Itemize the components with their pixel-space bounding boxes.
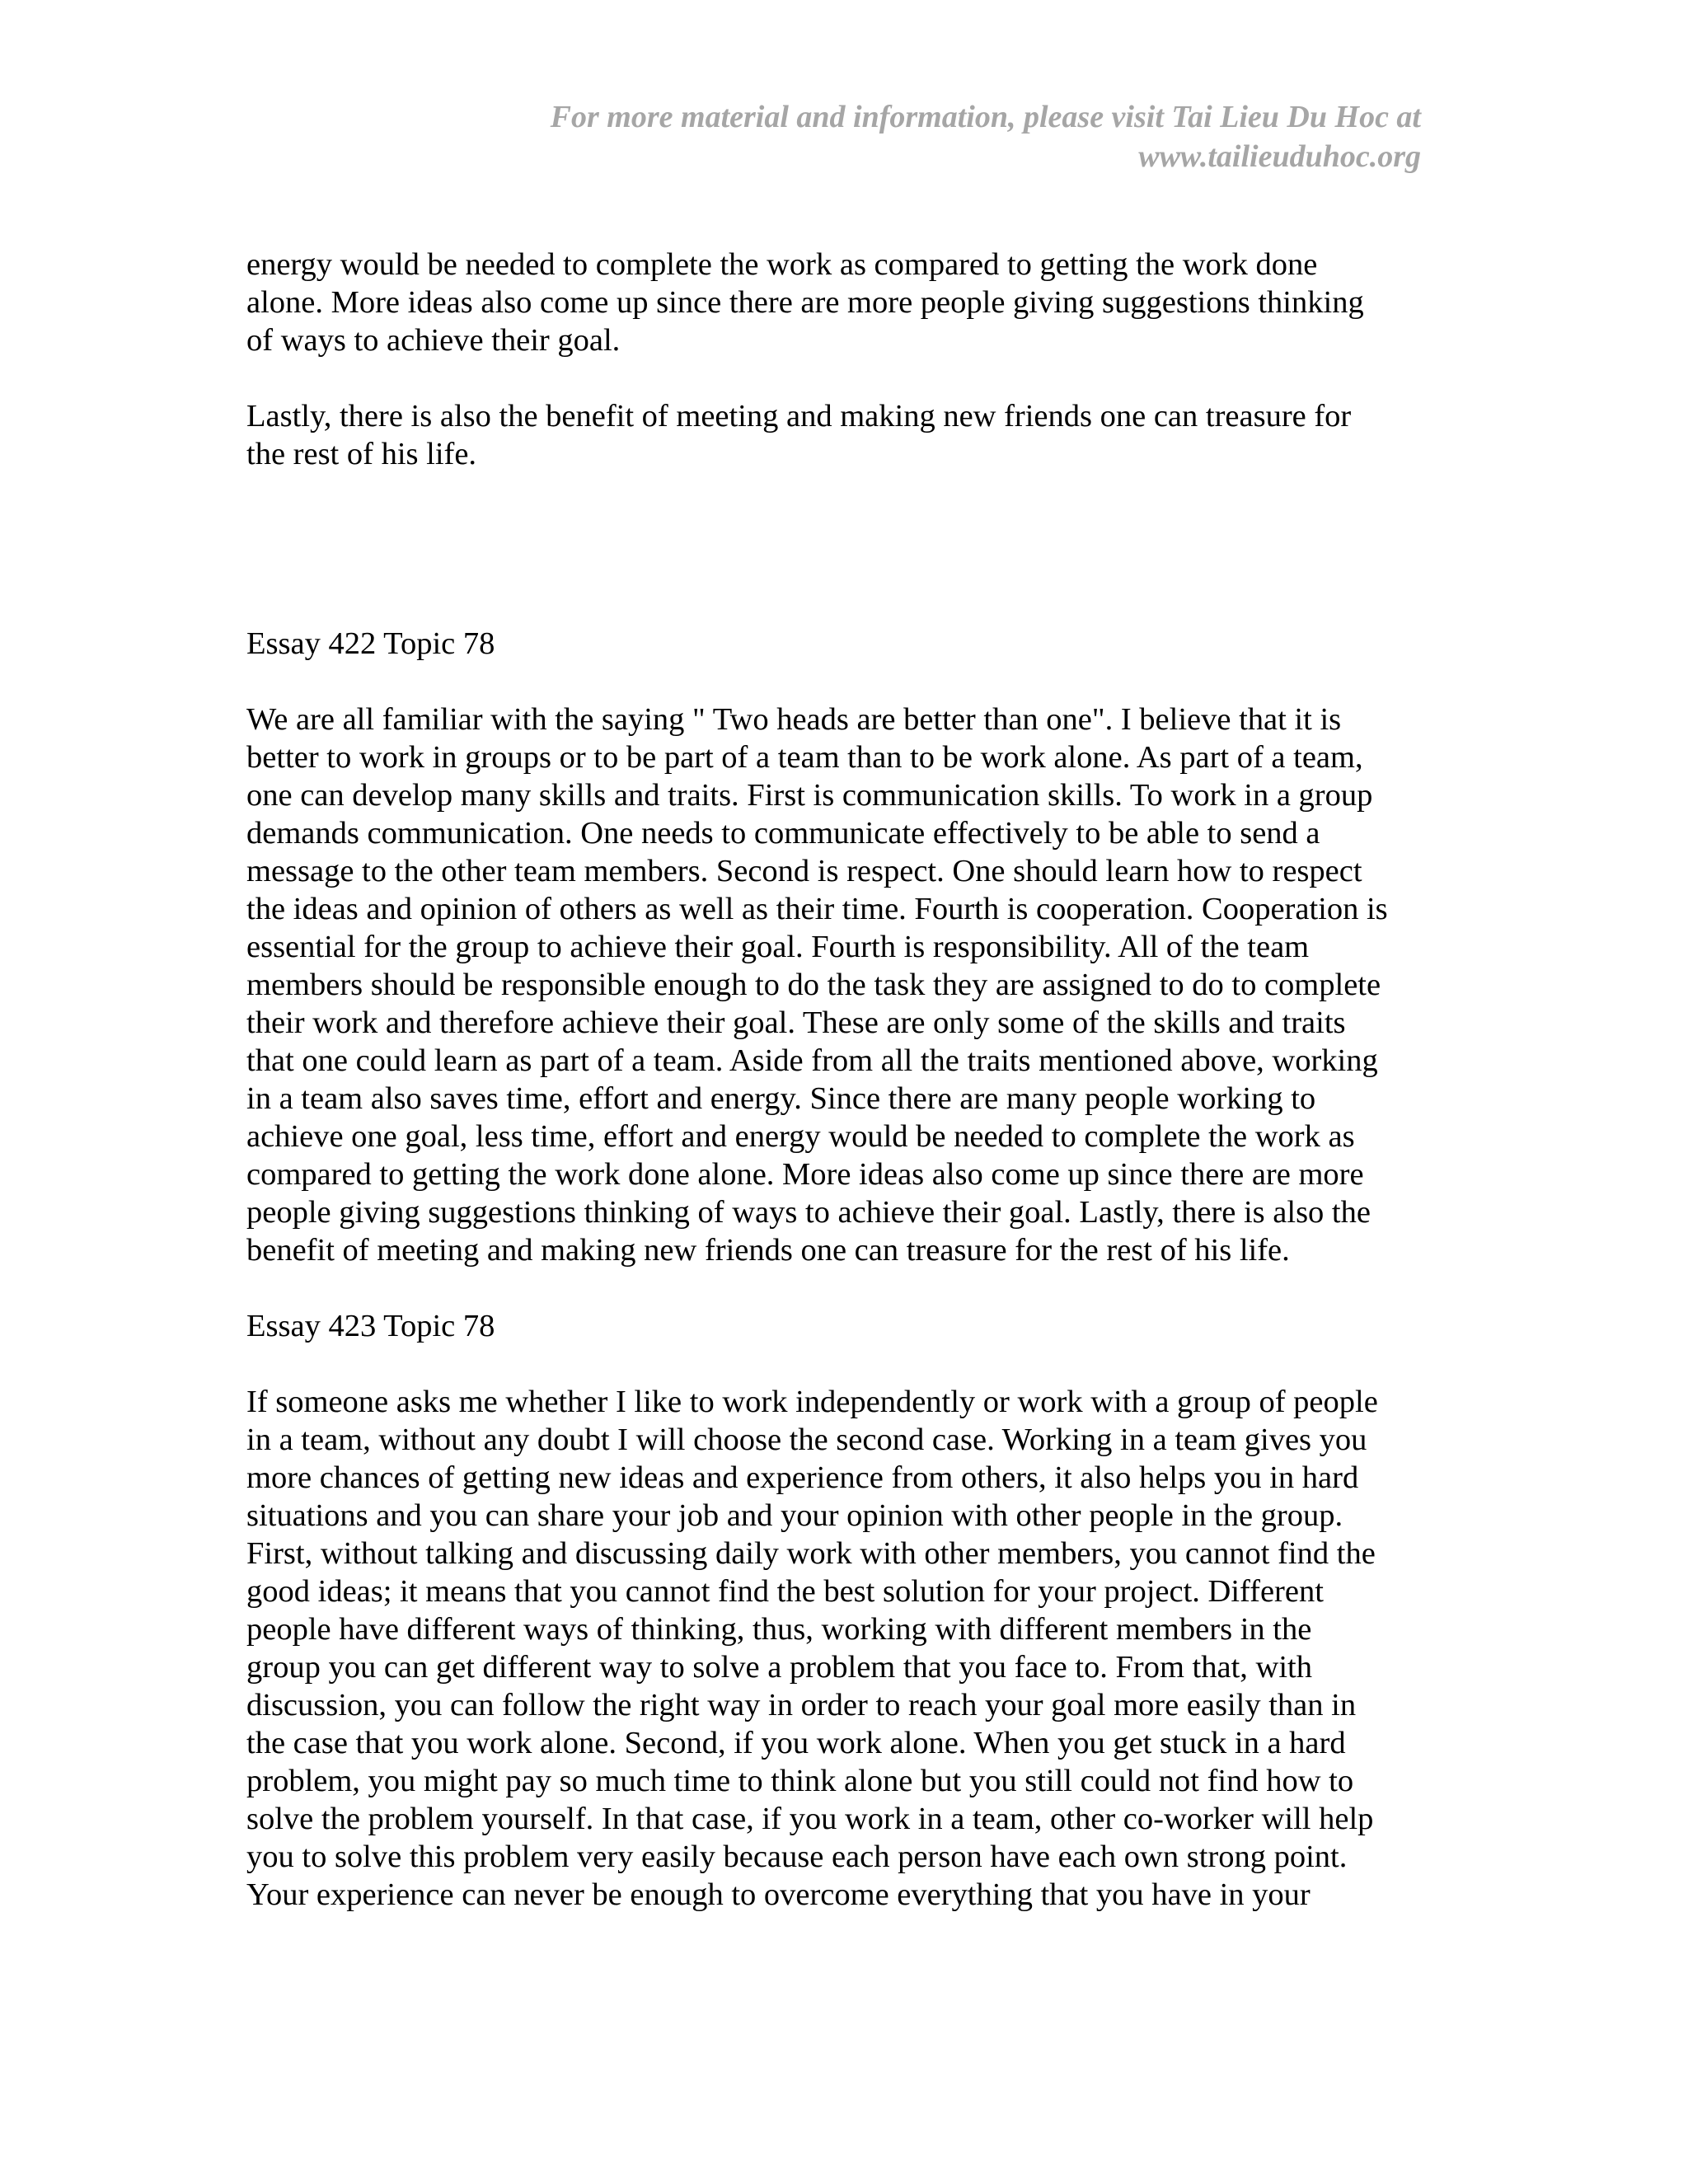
page-header [349,97,1421,176]
document-body [246,246,1433,1914]
essay-423-text: If someone asks me whether I like to work independently or work with a group of people in a team, without any doubt I will choose the second case. Working in a team gives you more chances of getting new ideas and experience from others, it also helps you in hard situations and you can share your job and your opinion with other people in the group. First, without talking and discussing daily work with other members, you cannot find the good ideas; it means that you cannot find the best solution for your project. Different people have different ways of thinking, thus, working with different members in the group you can get different way to solve a problem that you face to. From that, with discussion, you can follow the right way in order to reach your goal more easily than in the case that you work alone. Second, if you work alone. When you get stuck in a hard problem, you might pay so much time to think alone but you still could not find how to solve the problem yourself. In that case, if you work in a team, other co-worker will help you to solve this problem very easily because each person have each own strong point. Your experience can never be enough to overcome everything that you have in your [246,1385,1378,1912]
header-line-1: For more material and information, please visit Tai Lieu Du Hoc at [550,100,1421,134]
header-link[interactable]: www.tailieuduhoc.org [1138,139,1421,174]
essay-423-title: Essay 423 Topic 78 [246,1309,495,1343]
essay-422-title: Essay 422 Topic 78 [246,626,495,661]
paragraph-continuation: energy would be needed to complete the work as compared to getting the work done alone. More ideas also come up since there are more people giving suggestions thinking of ways to achieve their goal. [246,247,1364,358]
essay-422-text: We are all familiar with the saying " Two heads are better than one". I believe that it is better to work in groups or to be part of a team than to be work alone. As part of a team, one can develop many skills and traits. First is communication skills. To work in a group demands communication. One needs to communicate effectively to be able to send a message to the other team members. Second is respect. One should learn how to respect the ideas and opinion of others as well as their time. Fourth is cooperation. Cooperation is essential for the group to achieve their goal. Fourth is responsibility. All of the team members should be responsible enough to do the task they are assigned to do to complete their work and therefore achieve their goal. These are only some of the skills and traits that one could learn as part of a team. Aside from all the traits mentioned above, working in a team also saves time, effort and energy. Since there are many people working to achieve one goal, less time, effort and energy would be needed to complete the work as compared to getting the work done alone. More ideas also come up since there are more people giving suggestions thinking of ways to achieve their goal. Lastly, there is also the benefit of meeting and making new friends one can treasure for the rest of his life. [246,702,1388,1268]
paragraph-lastly: Lastly, there is also the benefit of meeting and making new friends one can treasure for the rest of his life. [246,399,1352,471]
